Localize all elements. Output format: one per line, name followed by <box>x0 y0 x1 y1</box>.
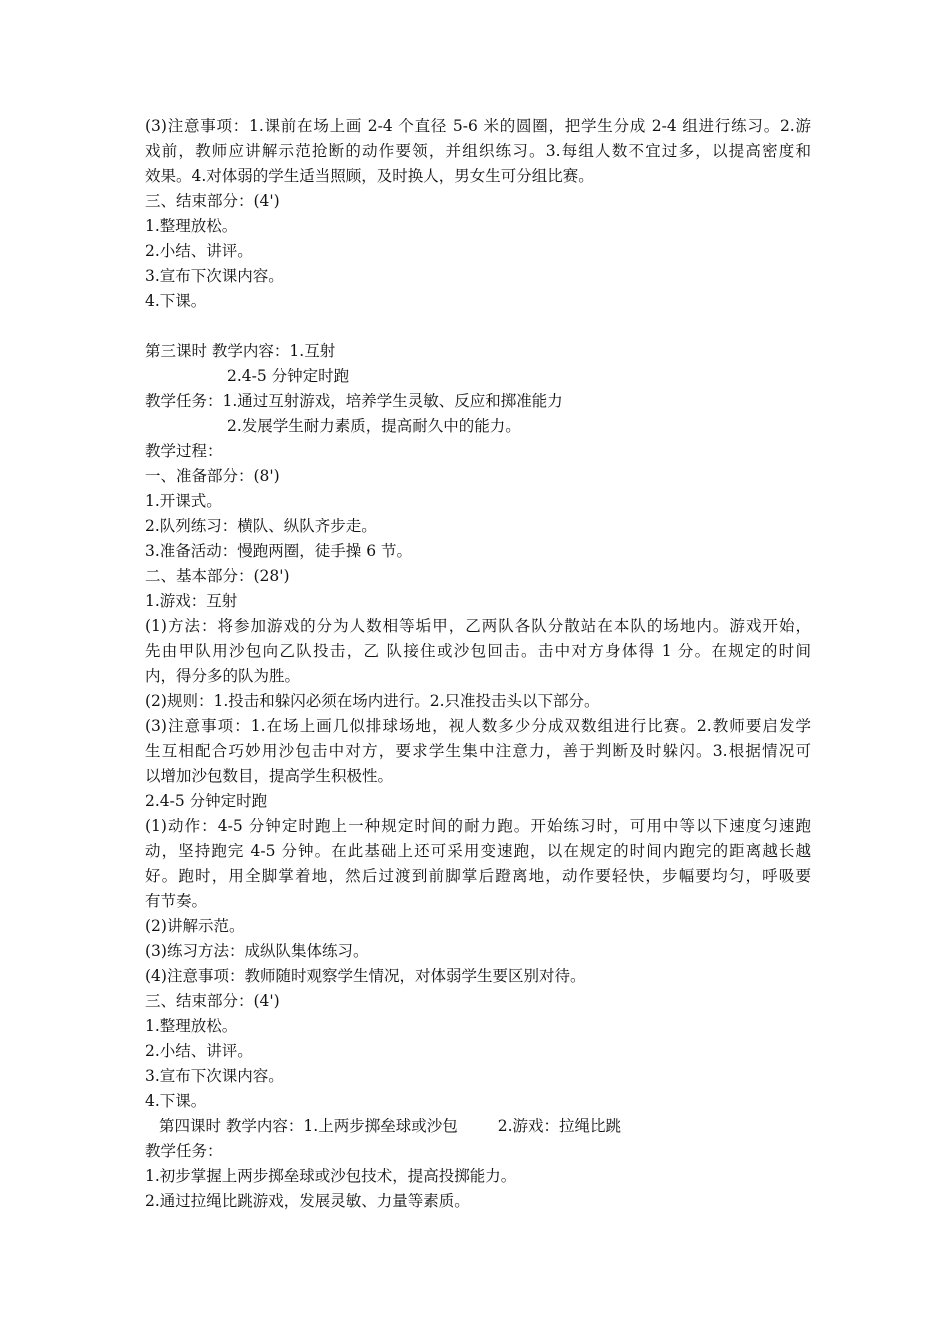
run-action-line: 动，坚持跑完 4-5 分钟。在此基础上还可采用变速跑，以在规定的时间内跑完的距离越长越 <box>145 842 811 860</box>
section-heading: 二、基本部分：(28') <box>145 567 290 585</box>
method-line: (1)方法：将参加游戏的分为人数相等垢甲，乙两队各队分散站在本队的场地内。游戏开始， <box>145 617 811 635</box>
list-item: 1.开课式。 <box>145 492 222 510</box>
run-action-line: (1)动作：4-5 分钟定时跑上一种规定时间的耐力跑。开始练习时，可用中等以下速度匀速跑 <box>145 817 811 835</box>
lesson-content-part: 第四课时 教学内容：1.上两步掷垒球或沙包 <box>159 1117 458 1135</box>
method-line: 内，得分多的队为胜。 <box>145 667 301 685</box>
blank-line <box>145 314 811 339</box>
list-item: 2.队列练习：横队、纵队齐步走。 <box>145 517 377 535</box>
notes-line: 以增加沙包数目，提高学生积极性。 <box>145 767 394 785</box>
list-item: 4.下课。 <box>145 292 207 310</box>
document-page <box>145 114 811 1214</box>
list-item: 3.宣布下次课内容。 <box>145 267 284 285</box>
list-item: 3.宣布下次课内容。 <box>145 1067 284 1085</box>
run-action-line: 有节奏。 <box>145 892 208 910</box>
notes-line: 戏前，教师应讲解示范抢断的动作要领，并组织练习。3.每组人数不宜过多，以提高密度和 <box>145 142 811 160</box>
list-item: 2.小结、讲评。 <box>145 242 253 260</box>
section-heading: 三、结束部分：(4') <box>145 192 280 210</box>
game-title: 1.游戏：互射 <box>145 592 238 610</box>
run-notes: (4)注意事项：教师随时观察学生情况，对体弱学生要区别对待。 <box>145 967 586 985</box>
lesson-content-heading <box>145 1114 811 1139</box>
run-title: 2.4-5 分钟定时跑 <box>145 792 268 810</box>
list-item: 2.小结、讲评。 <box>145 1042 253 1060</box>
section-heading: 一、准备部分：(8') <box>145 467 280 485</box>
run-method: (3)练习方法：成纵队集体练习。 <box>145 942 369 960</box>
notes-line: (3)注意事项：1.在场上画几似排球场地，视人数多少分成双数组进行比赛。2.教师要启发学 <box>145 717 811 735</box>
list-item: 1.初步掌握上两步掷垒球或沙包技术，提高投掷能力。 <box>145 1167 517 1185</box>
method-line: 先由甲队用沙包向乙队投击，乙 队接住或沙包回击。击中对方身体得 1 分。在规定的时间 <box>145 642 811 660</box>
section-heading: 三、结束部分：(4') <box>145 992 280 1010</box>
notes-line: 效果。4.对体弱的学生适当照顾，及时换人，男女生可分组比赛。 <box>145 167 594 185</box>
notes-line: (3)注意事项：1.课前在场上画 2-4 个直径 5-6 米的圆圈，把学生分成 2-4 组进行练习。2.游 <box>145 117 811 135</box>
run-action-line: 好。跑时，用全脚掌着地，然后过渡到前脚掌后蹬离地，动作要轻快，步幅要均匀，呼吸要 <box>145 867 811 885</box>
lesson-content-heading: 第三课时 教学内容：1.互射 <box>145 342 336 360</box>
list-item: 2.通过拉绳比跳游戏，发展灵敏、力量等素质。 <box>145 1192 470 1210</box>
process-heading: 教学过程： <box>145 442 223 460</box>
list-item: 4.下课。 <box>145 1092 207 1110</box>
lesson-content-part: 2.游戏：拉绳比跳 <box>497 1117 622 1135</box>
lesson-task-heading: 教学任务：1.通过互射游戏，培养学生灵敏、反应和掷准能力 <box>145 392 563 410</box>
list-item: 3.准备活动：慢跑两圈，徒手操 6 节。 <box>145 542 413 560</box>
list-item: 1.整理放松。 <box>145 217 238 235</box>
run-demo: (2)讲解示范。 <box>145 917 245 935</box>
list-item: 1.整理放松。 <box>145 1017 238 1035</box>
rules-line: (2)规则：1.投击和躲闪必须在场内进行。2.只准投击头以下部分。 <box>145 692 600 710</box>
lesson-task-item: 2.发展学生耐力素质，提高耐久中的能力。 <box>227 417 521 435</box>
lesson-task-heading: 教学任务： <box>145 1142 223 1160</box>
lesson-content-item: 2.4-5 分钟定时跑 <box>227 367 350 385</box>
notes-line: 生互相配合巧妙用沙包击中对方，要求学生集中注意力，善于判断及时躲闪。3.根据情况可 <box>145 742 811 760</box>
